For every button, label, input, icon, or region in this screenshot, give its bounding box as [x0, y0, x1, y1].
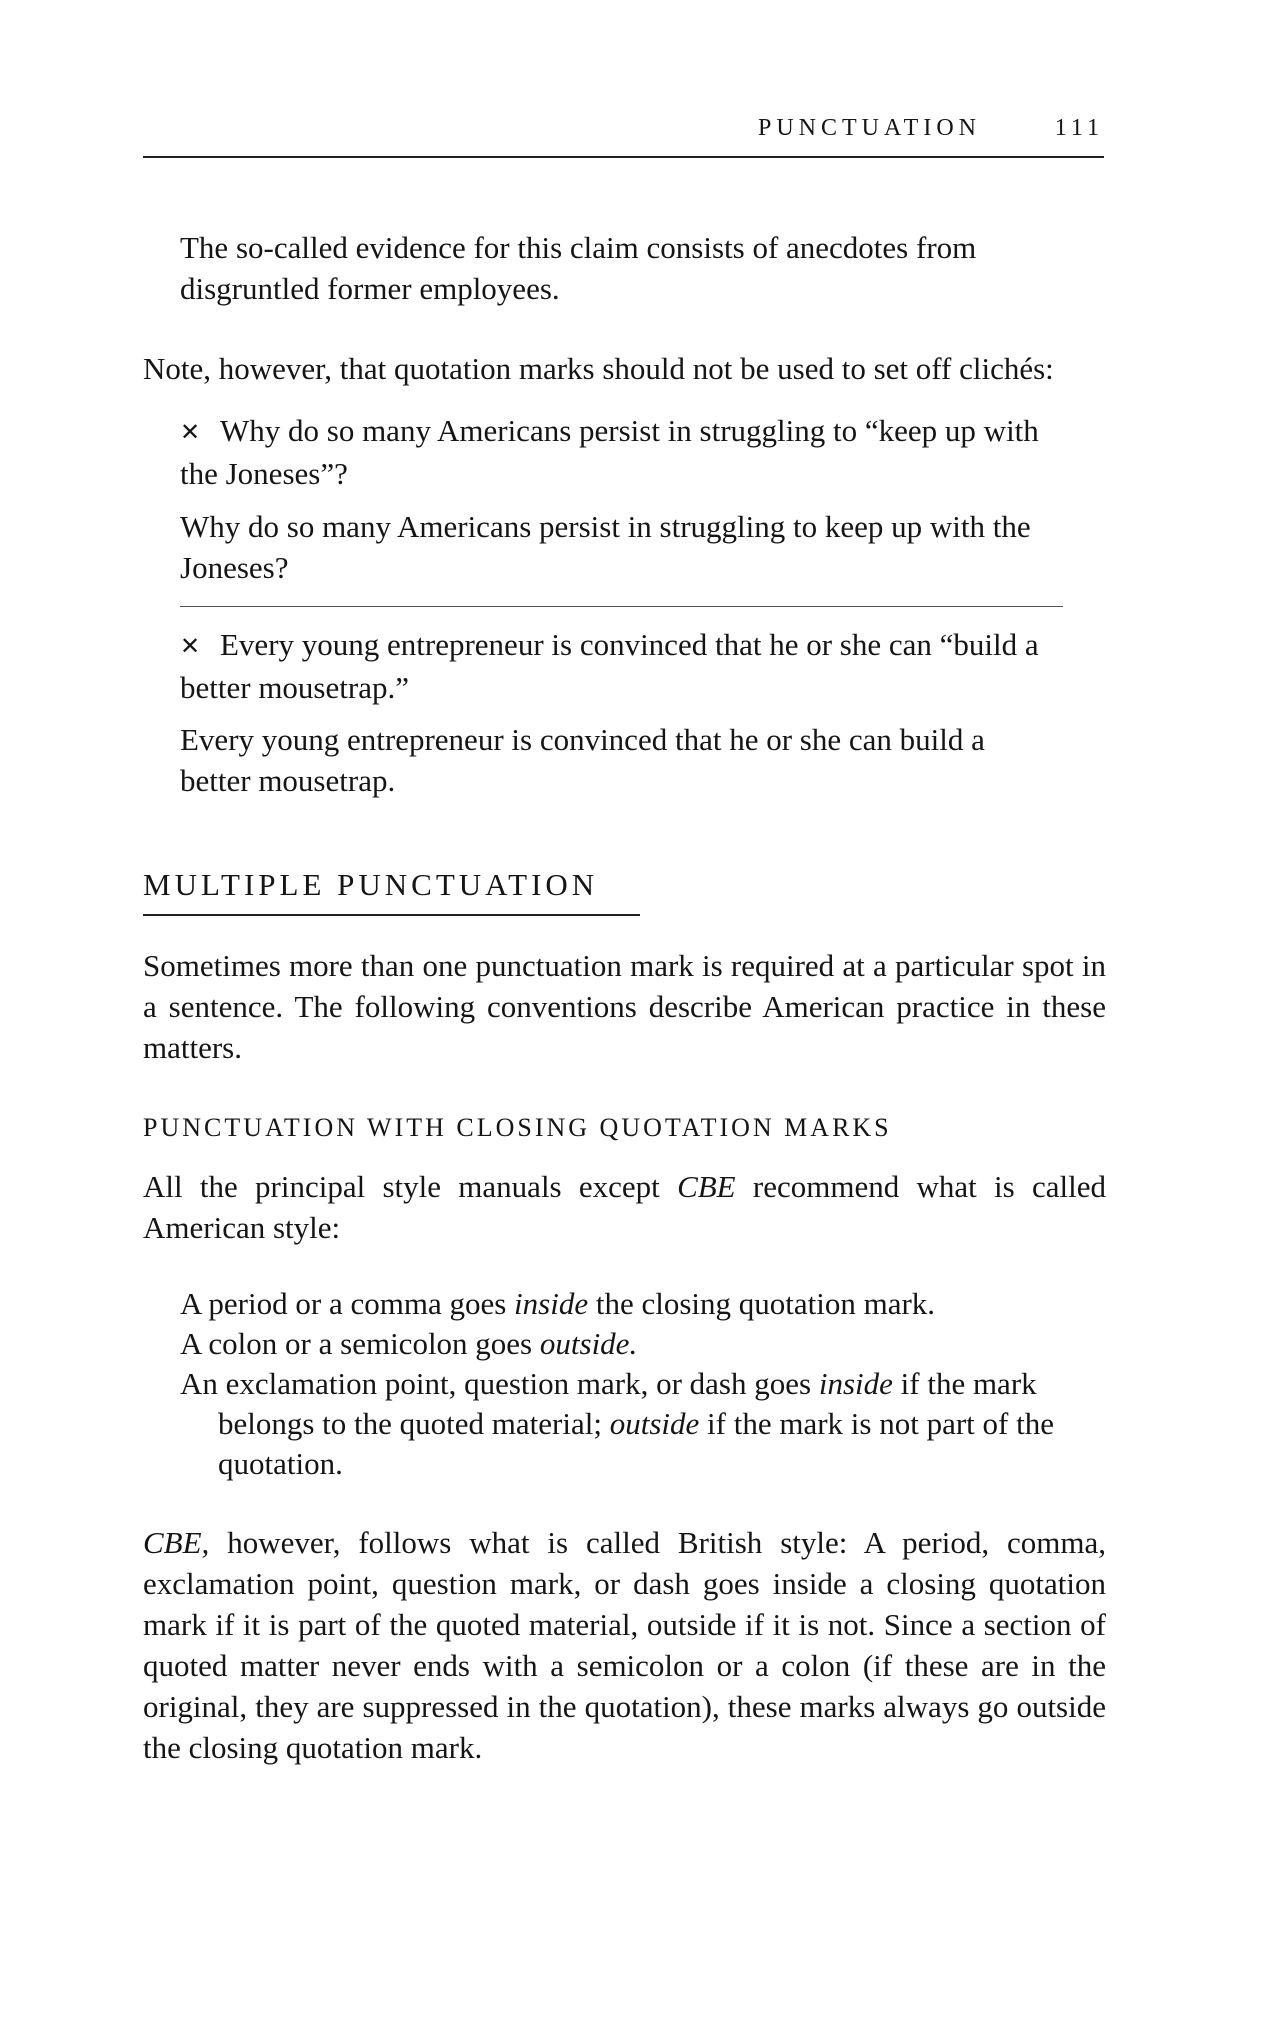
section-intro: Sometimes more than one punctuation mark is required at a particular spot in a sentence. The following conventions describe American practice in these matters. [143, 948, 1106, 1065]
example-right: Why do so many Americans persist in struggling to keep up with the Joneses? [180, 509, 1031, 585]
emphasis: outside [609, 1406, 700, 1441]
example-wrong-text: Every young entrepreneur is convinced that he or she can “build a better mousetrap.” [180, 627, 1039, 705]
subsection-heading: PUNCTUATION WITH CLOSING QUOTATION MARKS [143, 1113, 892, 1142]
cbe-reference: CBE, [143, 1525, 210, 1560]
running-header-title: PUNCTUATION [758, 115, 981, 141]
list-item: A period or a comma goes inside the closing quotation mark. [180, 1286, 936, 1321]
british-style-text: however, follows what is called British style: A period, comma, exclamation point, question mark, or dash goes inside a closing quotation mark if it is part of the quoted material, outside if it is not. Since a section of quoted matter never ends with a semicolon or a colon (if these are in the original, they are suppressed in the quotation), these marks always go outside the closing quotation mark. [143, 1525, 1106, 1765]
emphasis: inside [514, 1286, 589, 1321]
cbe-reference: CBE [677, 1169, 736, 1204]
example-divider [180, 606, 1063, 607]
emphasis: outside. [539, 1326, 638, 1361]
rule-list [180, 1284, 1080, 1484]
example-wrong [180, 410, 1070, 494]
incorrect-mark-icon: ✕ [180, 418, 201, 446]
example-evidence: The so-called evidence for this claim consists of anecdotes from disgruntled former employees. [180, 230, 977, 306]
subsection-intro-before: All the principal style manuals except [143, 1169, 678, 1204]
incorrect-mark-icon: ✕ [180, 632, 201, 660]
emphasis: inside [818, 1366, 893, 1401]
example-wrong [180, 624, 1060, 708]
note-cliches: Note, however, that quotation marks should not be used to set off clichés: [143, 351, 1054, 386]
example-right: Every young entrepreneur is convinced that he or she can build a better mousetrap. [180, 722, 985, 798]
page-number: 111 [1054, 115, 1104, 141]
running-header [143, 108, 1104, 158]
list-item: A colon or a semicolon goes outside. [180, 1326, 638, 1361]
example-wrong-text: Why do so many Americans persist in struggling to “keep up with the Joneses”? [180, 413, 1039, 491]
subsection-intro [143, 1166, 1106, 1248]
british-style-paragraph [143, 1522, 1106, 1768]
subsection-intro-after: recommend what is called American style: [143, 1169, 1106, 1245]
section-heading: MULTIPLE PUNCTUATION [143, 864, 640, 916]
list-item: An exclamation point, question mark, or dash goes inside if the mark belongs to the quoted material; outside if the mark is not part of the quotation. [180, 1366, 1054, 1481]
